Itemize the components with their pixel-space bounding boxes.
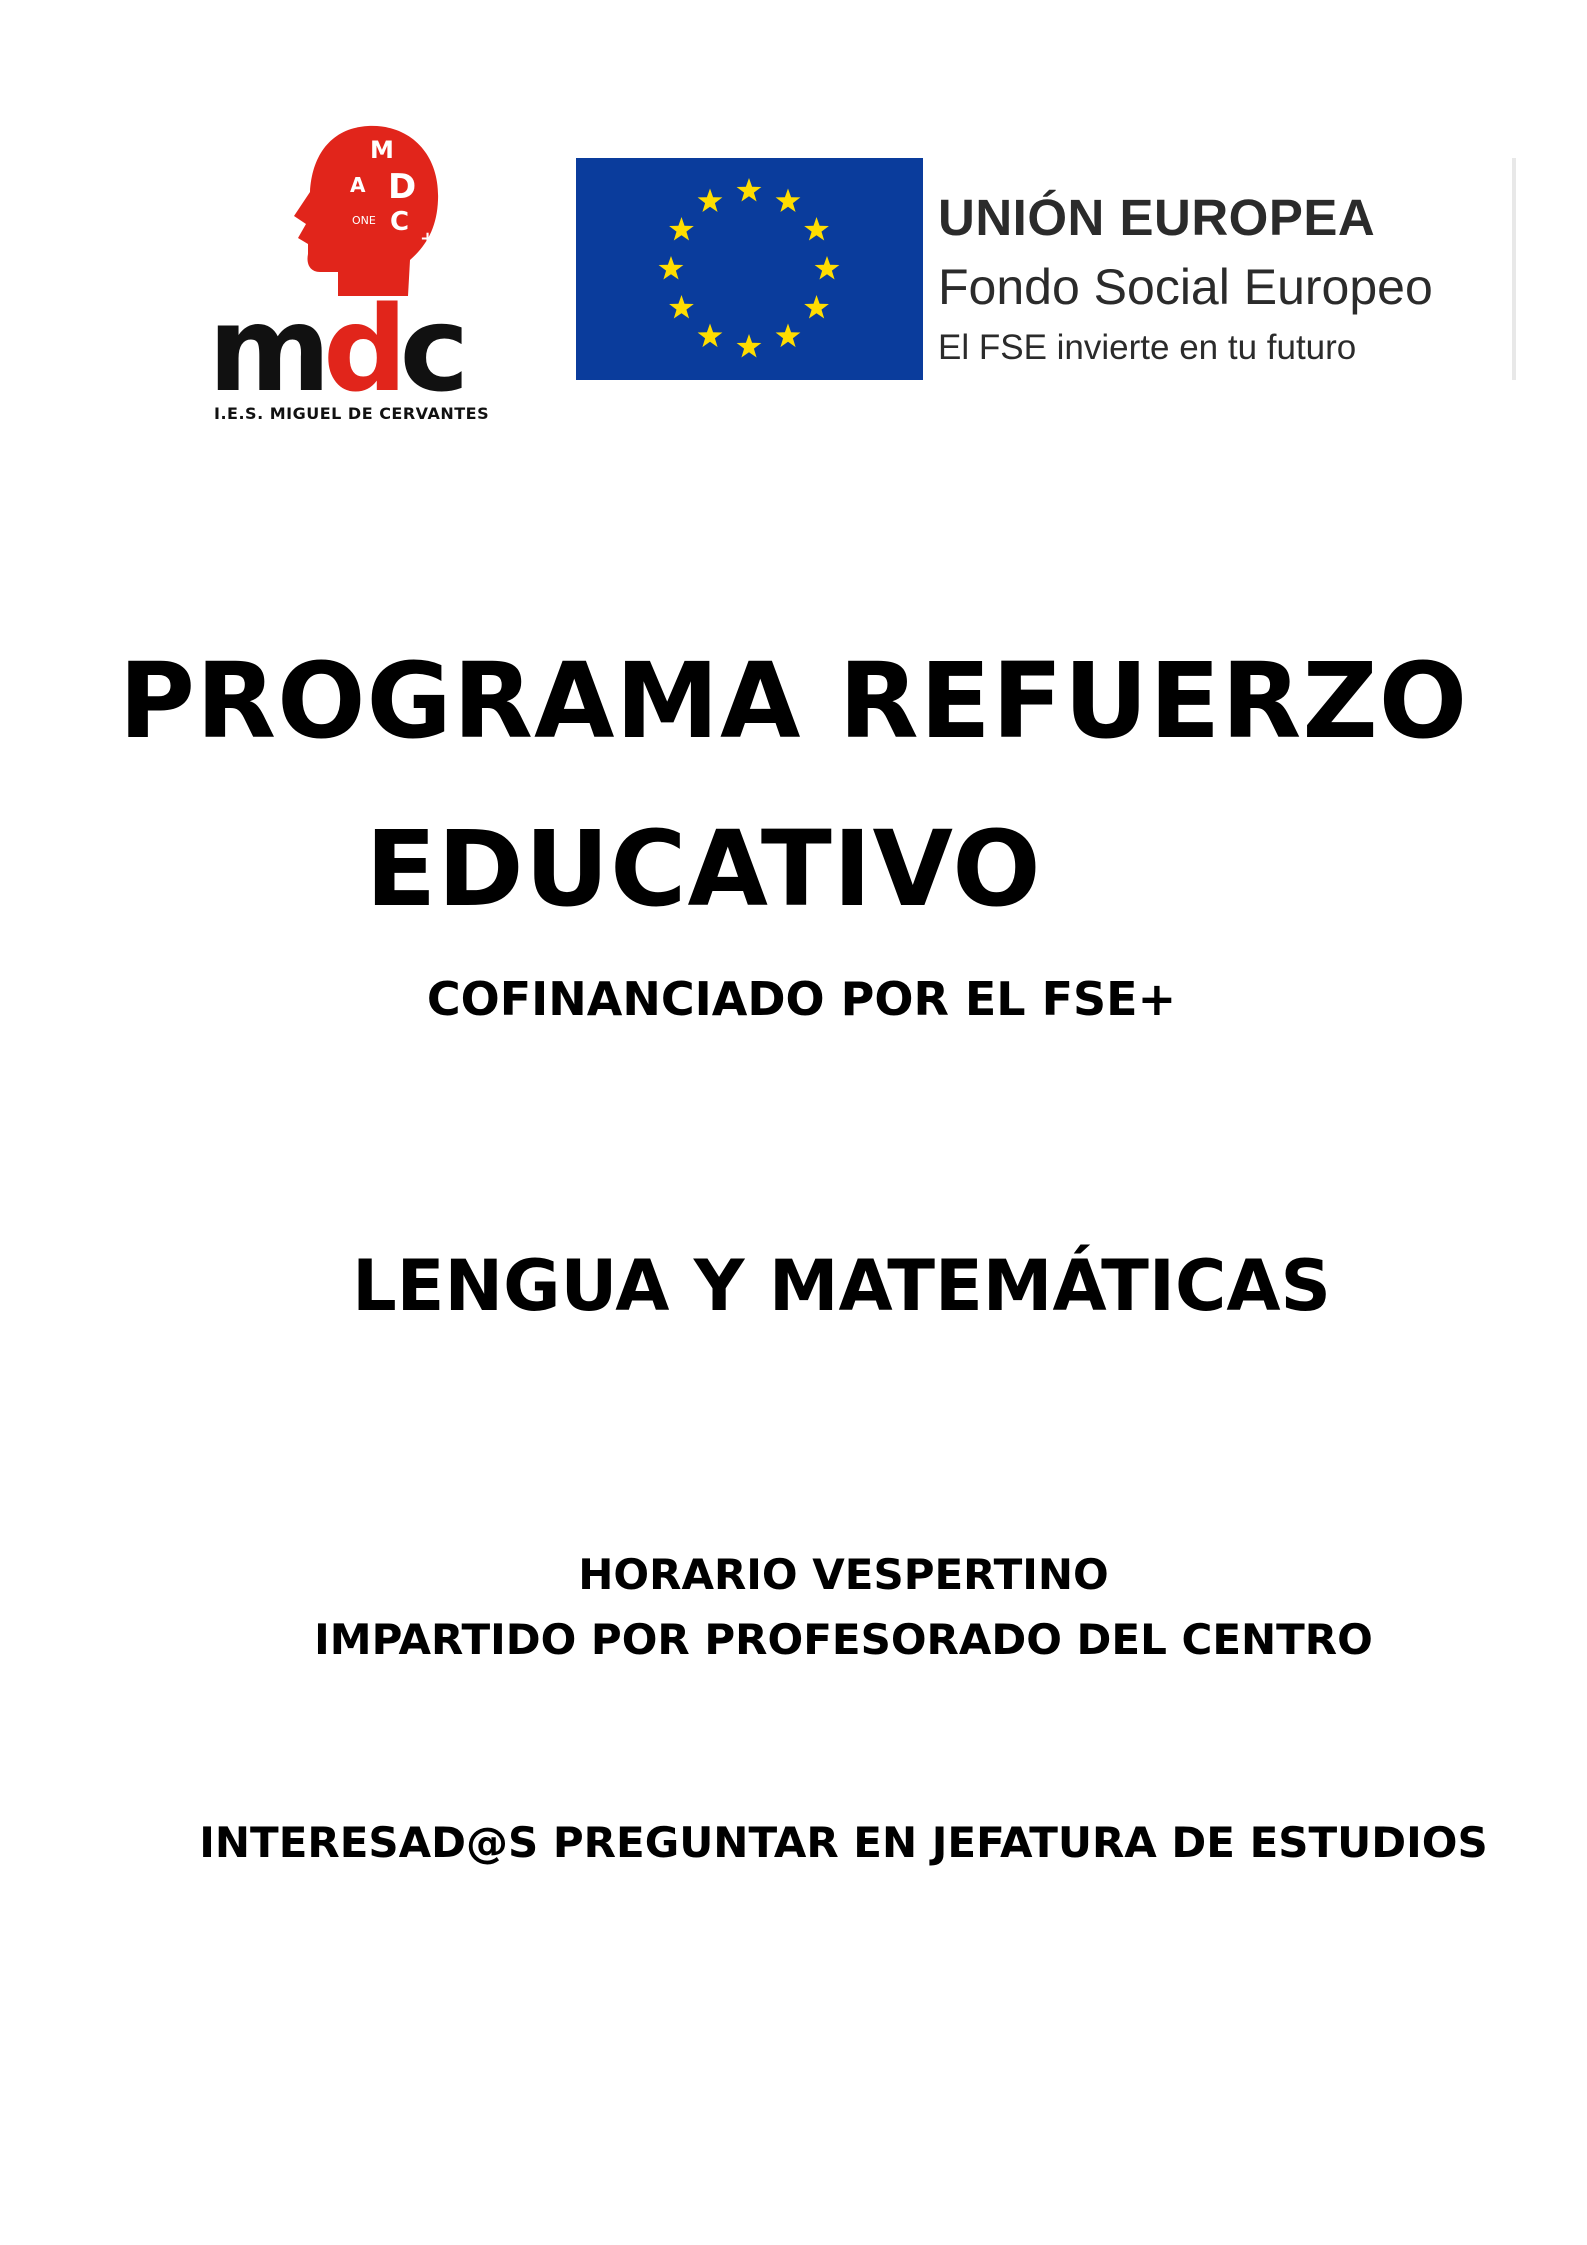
eu-logo-text [922,158,1516,380]
eu-star-icon [669,295,694,319]
cofinance-subtitle: COFINANCIADO POR EL FSE+ [426,972,1177,1026]
school-name: I.E.S. MIGUEL DE CERVANTES [214,404,490,423]
contact-text: INTERESAD@S PREGUNTAR EN JEFATURA DE ESTUDIOS [199,1818,1488,1867]
eu-flag [576,158,923,380]
eu-star-icon [698,324,723,348]
head-glyph: M [370,136,394,164]
school-logo [200,120,530,430]
eu-star-icon [815,256,840,280]
eu-subtitle: Fondo Social Europeo [938,259,1433,315]
head-glyph: ONE [352,214,376,227]
eu-star-icon [669,217,694,241]
eu-stars [576,158,923,380]
page-title-line1: PROGRAMA REFUERZO [118,640,1469,762]
eu-star-icon [804,217,829,241]
eu-star-icon [659,256,684,280]
head-glyph: D [388,167,417,207]
head-glyph: C [390,207,410,237]
head-glyph: + [420,228,436,249]
teachers-text: IMPARTIDO POR PROFESORADO DEL CENTRO [314,1615,1373,1664]
page-title-line2: EDUCATIVO [365,808,1042,930]
head-silhouette-icon [280,120,450,300]
head-glyph: A [350,173,366,197]
eu-star-icon [804,295,829,319]
eu-title: UNIÓN EUROPEA [938,189,1376,246]
eu-star-icon [737,178,762,202]
eu-star-icon [776,324,801,348]
schedule-text: HORARIO VESPERTINO [578,1550,1109,1599]
eu-star-icon [776,189,801,213]
subject-heading: LENGUA Y MATEMÁTICAS [352,1245,1331,1327]
school-wordmark: mdc [208,280,462,418]
eu-star-icon [698,189,723,213]
eu-star-icon [737,334,762,358]
eu-motto: El FSE invierte en tu futuro [938,328,1357,367]
